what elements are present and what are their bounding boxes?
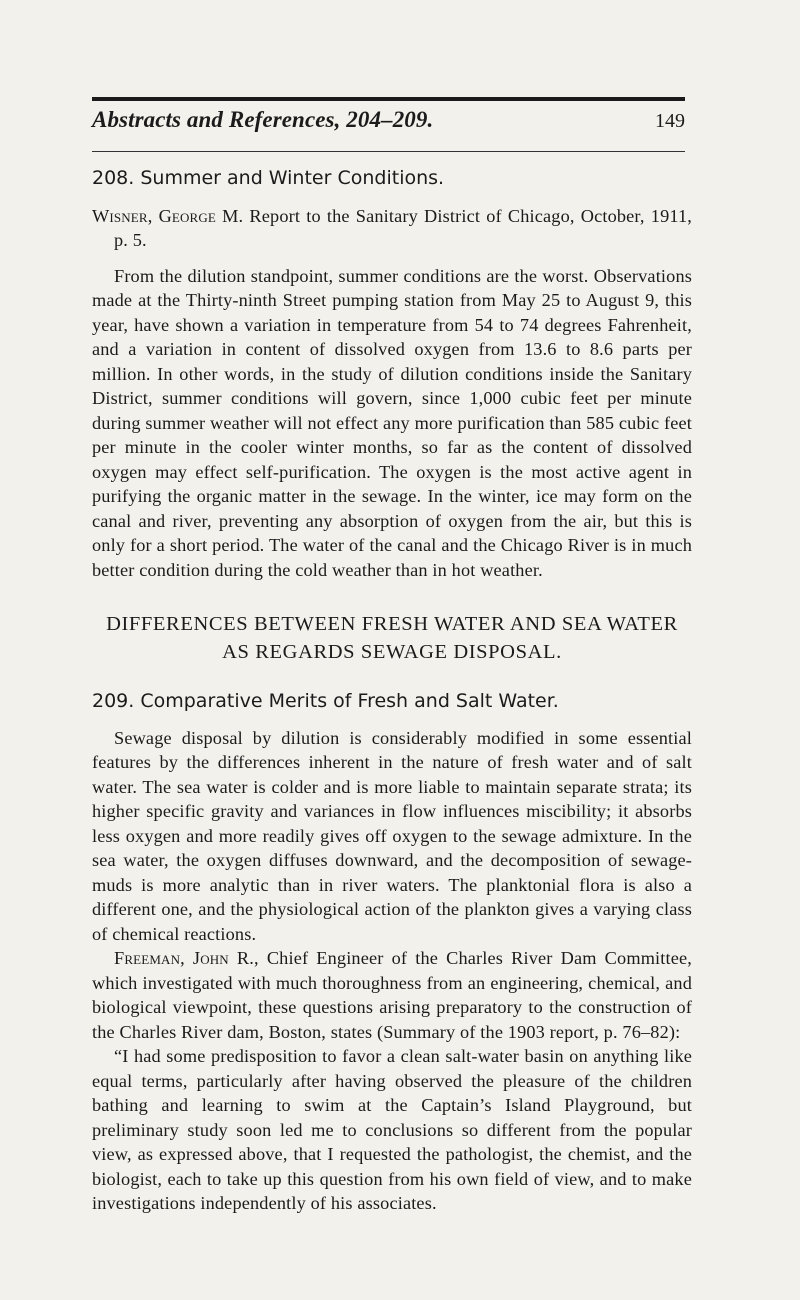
section-208-citation	[92, 204, 692, 253]
page-content	[92, 166, 692, 1216]
page-header	[92, 105, 685, 145]
chapter-heading: DIFFERENCES BETWEEN FRESH WATER AND SEA WATER AS REGARDS SEWAGE DISPOSAL.	[106, 613, 678, 663]
citation-details: Chief Engineer of the Charles River Dam Committee, which investigated with much thoroughness from an engineering, chemical, and biological viewpoint, these questions arising preparatory to the construction of the Charles River dam, Boston, states (Summary of the 1903 report, p. 76–82):	[92, 948, 692, 1042]
page-number: 149	[655, 110, 685, 132]
citation-author: Wisner, George M.	[92, 205, 244, 226]
section-209-body: Sewage disposal by dilution is considerably modified in some essential features by the differences inherent in the nature of fresh water and of salt water. The sea water is colder and is more liable to maintain separate strata; its higher specific gravity and variances in flow influences miscibility; it absorbs less oxygen and more readily gives off oxygen to the sewage admixture. In the sea water, the oxygen diffuses downward, and the decomposition of sewage-muds is more analytic than in river waters. The planktonial flora is also a different one, and the physiological action of the plankton gives a varying class of chemical reactions.	[92, 727, 692, 944]
section-209-title: 209. Comparative Merits of Fresh and Salt Water.	[92, 690, 559, 712]
running-head: Abstracts and References, 204–209.	[92, 107, 434, 132]
citation-details: Report to the Sanitary District of Chicago, October, 1911, p. 5.	[114, 205, 692, 250]
section-209-citation	[92, 946, 692, 1044]
section-208-body: From the dilution standpoint, summer conditions are the worst. Observations made at the Thirty-ninth Street pumping station from May 25 to August 9, this year, have shown a variation in temperature from 54 to 74 degrees Fahrenheit, and a variation in content of dissolved oxygen from 13.6 to 8.6 parts per million. In other words, in the study of dilution conditions inside the Sanitary District, summer conditions will govern, since 1,000 cubic feet per minute during summer weather will not effect any more purification than 585 cubic feet per minute in the cooler winter months, so far as the content of dissolved oxygen may effect self-purification. The oxygen is the most active agent in purifying the organic matter in the sewage. In the winter, ice may form on the canal and river, preventing any absorption of oxygen from the air, but this is only for a short period. The water of the canal and the Chicago River is in much better condition during the cold weather than in hot weather.	[92, 265, 692, 580]
header-rule-top	[92, 97, 685, 101]
section-208-title: 208. Summer and Winter Conditions.	[92, 167, 445, 189]
section-209-quote: “I had some predisposition to favor a clean salt-water basin on anything like equal terms, particularly after having observed the pleasure of the children bathing and learning to swim at the Captain’s Island Playground, but preliminary study soon led me to conclusions so different from the popular view, as expressed above, that I requested the pathologist, the chemist, and the biologist, each to take up this question from his own field of view, and to make investigations independently of his associates.	[92, 1046, 692, 1213]
header-rule-bottom	[92, 151, 685, 152]
citation-author: Freeman, John R.,	[114, 948, 259, 968]
